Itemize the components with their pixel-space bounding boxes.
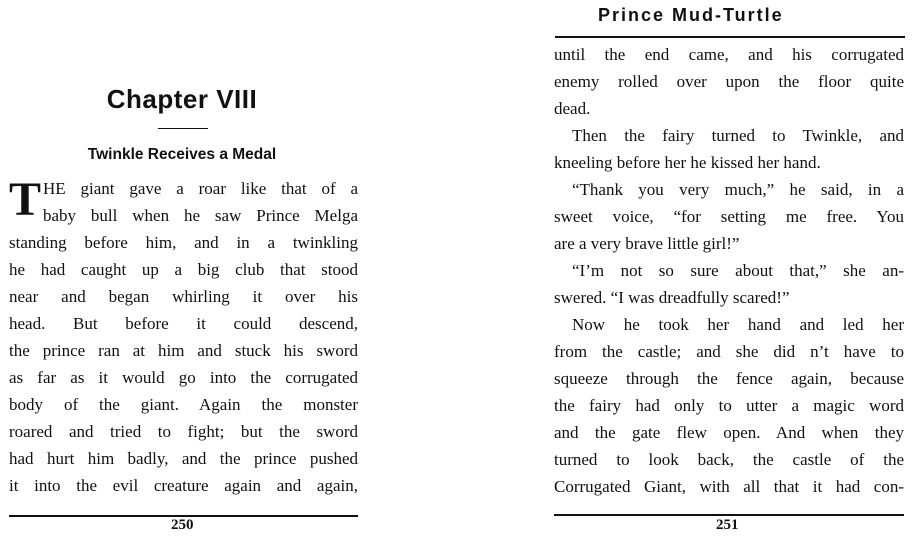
page-number: 251 [716, 517, 739, 533]
chapter-divider [158, 128, 208, 129]
text-line: and the gate flew open. And when they [554, 423, 904, 442]
text-line: it into the evil creature again and again, [9, 476, 358, 495]
text-line: turned to look back, the castle of the [554, 450, 904, 469]
drop-cap: T [9, 173, 42, 226]
header-rule [555, 36, 905, 38]
text-line: squeeze through the fence again, because [554, 369, 904, 388]
text-line: as far as it would go into the corrugated [9, 368, 358, 387]
running-head: Prince Mud-Turtle [598, 5, 784, 25]
text-line: swered. “I was dreadfully scared!” [554, 288, 790, 307]
text-line: “Thank you very much,” he said, in a [572, 180, 904, 199]
text-line: Now he took her hand and led her [572, 315, 904, 334]
chapter-title: Chapter VIII [106, 84, 258, 114]
text-line: roared and tried to fight; but the sword [9, 422, 358, 441]
text-line: from the castle; and she did n’t have to [554, 342, 904, 361]
text-line: are a very brave little girl!” [554, 234, 740, 253]
text-line: the fairy had only to utter a magic word [554, 396, 904, 415]
line-text: giant gave a roar like that of a [65, 179, 358, 198]
text-line: he had caught up a big club that stood [9, 260, 358, 279]
text-line: until the end came, and his corrugated [554, 45, 904, 64]
text-line: standing before him, and in a twinkling [9, 233, 358, 252]
text-line: head. But before it could descend, [9, 314, 358, 333]
text-line: body of the giant. Again the monster [9, 395, 358, 414]
text-line: baby bull when he saw Prince Melga [43, 206, 358, 225]
text-line: kneeling before her he kissed her hand. [554, 153, 821, 172]
text-line: dead. [554, 99, 591, 118]
text-line: the prince ran at him and stuck his sword [9, 341, 358, 360]
text-line: near and began whirling it over his [9, 287, 358, 306]
page-number: 250 [171, 517, 194, 533]
opening-paragraph [9, 175, 358, 229]
small-caps-lead: HE [43, 179, 66, 198]
right-body-text [554, 41, 904, 500]
right-page [458, 0, 917, 541]
footer-rule [554, 514, 904, 516]
left-body-text [9, 175, 358, 499]
chapter-subtitle: Twinkle Receives a Medal [87, 146, 277, 163]
text-line: sweet voice, “for setting me free. You [554, 207, 904, 226]
left-page [0, 0, 458, 541]
text-line: Then the fairy turned to Twinkle, and [572, 126, 904, 145]
text-line: Corrugated Giant, with all that it had con- [554, 477, 904, 496]
text-line [9, 175, 358, 202]
text-line: enemy rolled over upon the floor quite [554, 72, 904, 91]
text-line: had hurt him badly, and the prince pushed [9, 449, 358, 468]
text-line: “I’m not so sure about that,” she an- [572, 261, 904, 280]
